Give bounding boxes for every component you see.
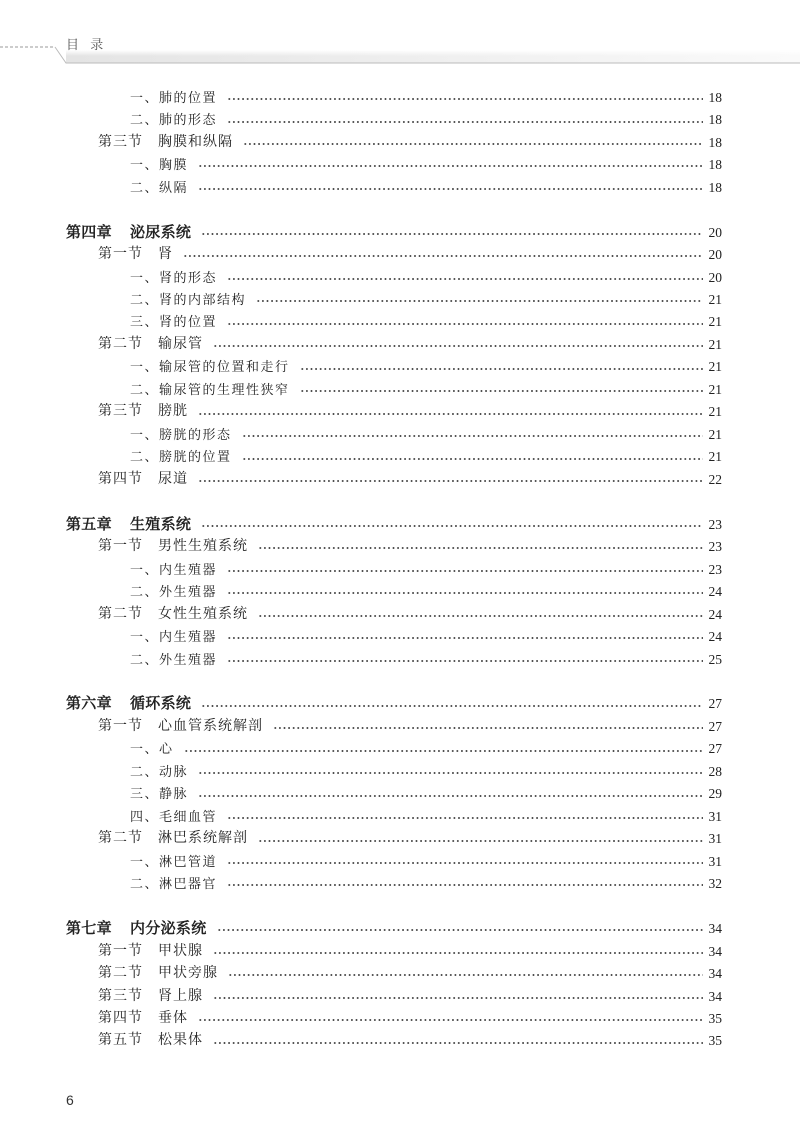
chapter-number: 第四章 xyxy=(66,224,112,241)
dot-leader xyxy=(242,434,703,438)
entry-title: 一、心 xyxy=(130,741,174,757)
dot-leader xyxy=(198,794,702,798)
entry-page-number: 18 xyxy=(708,134,722,150)
dot-leader xyxy=(227,97,702,101)
subsection-entry xyxy=(0,559,800,581)
dot-leader xyxy=(258,614,703,618)
dot-leader xyxy=(227,659,702,663)
entry-title: 输尿管 xyxy=(158,336,203,352)
entry-page-number: 23 xyxy=(708,539,722,555)
dot-leader xyxy=(198,479,703,483)
dot-leader xyxy=(227,861,702,865)
entry-title: 心血管系统解剖 xyxy=(158,718,263,734)
chapter-entry xyxy=(0,514,800,536)
section-number: 第三节 xyxy=(98,404,143,420)
entry-page-number: 28 xyxy=(708,763,722,779)
section-number: 第二节 xyxy=(98,606,143,622)
entry-page-number: 20 xyxy=(708,247,722,263)
section-number: 第五节 xyxy=(98,1033,143,1049)
chapter-entry xyxy=(0,693,800,715)
page-number: 6 xyxy=(66,1092,74,1108)
entry-page-number: 21 xyxy=(708,292,722,308)
dot-leader xyxy=(198,771,702,775)
toc-group xyxy=(0,514,800,671)
running-header-title: 目 录 xyxy=(66,37,108,52)
dot-leader xyxy=(217,928,703,932)
entry-title: 二、动脉 xyxy=(130,763,189,779)
chapter-entry xyxy=(0,918,800,940)
subsection-entry xyxy=(0,109,800,131)
entry-title: 二、输尿管的生理性狭窄 xyxy=(130,381,290,397)
section-number: 第二节 xyxy=(98,831,143,847)
subsection-entry xyxy=(0,446,800,468)
entry-page-number: 21 xyxy=(708,381,722,397)
section-number: 第二节 xyxy=(98,966,143,982)
subsection-entry xyxy=(0,761,800,783)
entry-title: 泌尿系统 xyxy=(130,224,192,241)
section-entry xyxy=(0,401,800,423)
section-entry xyxy=(0,334,800,356)
section-entry xyxy=(0,469,800,491)
subsection-entry xyxy=(0,626,800,648)
dot-leader xyxy=(201,524,702,528)
entry-title: 二、外生殖器 xyxy=(130,584,218,600)
dot-leader xyxy=(258,546,703,550)
dot-leader xyxy=(243,142,703,146)
entry-title: 一、胸膜 xyxy=(130,157,189,173)
dot-leader xyxy=(198,1018,703,1022)
toc-group xyxy=(0,918,800,1053)
entry-title: 男性生殖系统 xyxy=(158,539,248,555)
toc-group xyxy=(0,693,800,895)
entry-page-number: 27 xyxy=(708,696,722,712)
subsection-entry xyxy=(0,806,800,828)
dot-leader xyxy=(258,839,703,843)
dot-leader xyxy=(227,883,702,887)
entry-title: 淋巴系统解剖 xyxy=(158,831,248,847)
section-number: 第三节 xyxy=(98,134,143,150)
dot-leader xyxy=(213,951,703,955)
section-entry xyxy=(0,1008,800,1030)
entry-title: 二、膀胱的位置 xyxy=(130,449,232,465)
entry-page-number: 29 xyxy=(708,786,722,802)
dot-leader xyxy=(227,591,702,595)
entry-title: 生殖系统 xyxy=(130,516,192,533)
section-number: 第二节 xyxy=(98,336,143,352)
entry-page-number: 25 xyxy=(708,651,722,667)
section-entry xyxy=(0,963,800,985)
dot-leader xyxy=(227,569,702,573)
dot-leader xyxy=(213,1041,703,1045)
toc-group xyxy=(0,222,800,492)
subsection-entry xyxy=(0,424,800,446)
entry-page-number: 18 xyxy=(708,112,722,128)
toc-list xyxy=(0,87,800,1053)
dot-leader xyxy=(300,389,703,393)
dot-leader xyxy=(184,749,703,753)
entry-title: 一、内生殖器 xyxy=(130,629,218,645)
subsection-entry xyxy=(0,289,800,311)
entry-page-number: 21 xyxy=(708,404,722,420)
entry-page-number: 23 xyxy=(708,516,722,532)
dot-leader xyxy=(198,187,702,191)
dot-leader xyxy=(201,232,702,236)
entry-page-number: 31 xyxy=(708,808,722,824)
dot-leader xyxy=(183,254,703,258)
subsection-entry xyxy=(0,738,800,760)
entry-page-number: 20 xyxy=(708,269,722,285)
section-number: 第一节 xyxy=(98,539,143,555)
dot-leader xyxy=(300,367,703,371)
dot-leader xyxy=(242,457,703,461)
entry-page-number: 27 xyxy=(708,718,722,734)
entry-page-number: 24 xyxy=(708,606,722,622)
entry-title: 二、肾的内部结构 xyxy=(130,292,247,308)
entry-title: 一、淋巴管道 xyxy=(130,853,218,869)
dot-leader xyxy=(198,164,702,168)
section-entry xyxy=(0,716,800,738)
section-entry xyxy=(0,536,800,558)
entry-title: 四、毛细血管 xyxy=(130,808,218,824)
subsection-entry xyxy=(0,177,800,199)
entry-page-number: 34 xyxy=(708,988,722,1004)
entry-page-number: 23 xyxy=(708,561,722,577)
dot-leader xyxy=(227,120,702,124)
entry-title: 尿道 xyxy=(158,471,188,487)
entry-title: 二、纵隔 xyxy=(130,179,189,195)
entry-title: 女性生殖系统 xyxy=(158,606,248,622)
subsection-entry xyxy=(0,356,800,378)
entry-title: 一、肾的形态 xyxy=(130,269,218,285)
entry-page-number: 34 xyxy=(708,943,722,959)
entry-page-number: 35 xyxy=(708,1011,722,1027)
entry-title: 二、肺的形态 xyxy=(130,112,218,128)
entry-title: 三、肾的位置 xyxy=(130,314,218,330)
entry-page-number: 35 xyxy=(708,1033,722,1049)
section-number: 第四节 xyxy=(98,471,143,487)
entry-page-number: 20 xyxy=(708,224,722,240)
chapter-number: 第五章 xyxy=(66,516,112,533)
section-number: 第四节 xyxy=(98,1011,143,1027)
entry-page-number: 18 xyxy=(708,89,722,105)
subsection-entry xyxy=(0,581,800,603)
subsection-entry xyxy=(0,379,800,401)
entry-title: 垂体 xyxy=(158,1011,188,1027)
subsection-entry xyxy=(0,783,800,805)
dot-leader xyxy=(228,973,703,977)
header-decoration xyxy=(0,0,800,70)
entry-title: 二、淋巴器官 xyxy=(130,876,218,892)
dot-leader xyxy=(227,322,702,326)
dot-leader xyxy=(227,277,702,281)
entry-page-number: 32 xyxy=(708,876,722,892)
entry-page-number: 34 xyxy=(708,966,722,982)
subsection-entry xyxy=(0,267,800,289)
entry-title: 甲状旁腺 xyxy=(158,966,218,982)
subsection-entry xyxy=(0,311,800,333)
subsection-entry xyxy=(0,649,800,671)
subsection-entry xyxy=(0,154,800,176)
dot-leader xyxy=(227,816,702,820)
chapter-number: 第六章 xyxy=(66,696,112,713)
section-entry xyxy=(0,986,800,1008)
dot-leader xyxy=(201,704,702,708)
subsection-entry xyxy=(0,87,800,109)
entry-title: 肾 xyxy=(158,247,173,263)
entry-page-number: 24 xyxy=(708,629,722,645)
entry-page-number: 21 xyxy=(708,314,722,330)
entry-page-number: 31 xyxy=(708,853,722,869)
entry-page-number: 18 xyxy=(708,157,722,173)
dot-leader xyxy=(213,996,703,1000)
section-entry xyxy=(0,244,800,266)
section-entry xyxy=(0,828,800,850)
toc-group xyxy=(0,87,800,199)
section-entry xyxy=(0,604,800,626)
entry-page-number: 34 xyxy=(708,921,722,937)
entry-page-number: 31 xyxy=(708,831,722,847)
dot-leader xyxy=(227,636,702,640)
entry-page-number: 21 xyxy=(708,336,722,352)
section-entry xyxy=(0,1030,800,1052)
entry-page-number: 21 xyxy=(708,359,722,375)
entry-title: 一、内生殖器 xyxy=(130,561,218,577)
subsection-entry xyxy=(0,873,800,895)
entry-title: 内分泌系统 xyxy=(130,921,207,938)
chapter-number: 第七章 xyxy=(66,921,112,938)
dot-leader xyxy=(198,412,703,416)
entry-title: 一、膀胱的形态 xyxy=(130,426,232,442)
entry-page-number: 21 xyxy=(708,449,722,465)
entry-title: 甲状腺 xyxy=(158,943,203,959)
entry-title: 二、外生殖器 xyxy=(130,651,218,667)
entry-page-number: 27 xyxy=(708,741,722,757)
section-number: 第一节 xyxy=(98,247,143,263)
entry-title: 一、肺的位置 xyxy=(130,89,218,105)
section-number: 第三节 xyxy=(98,988,143,1004)
entry-title: 肾上腺 xyxy=(158,988,203,1004)
section-entry xyxy=(0,132,800,154)
entry-page-number: 22 xyxy=(708,471,722,487)
entry-title: 一、输尿管的位置和走行 xyxy=(130,359,290,375)
dot-leader xyxy=(213,344,703,348)
header-band-fade xyxy=(66,50,800,56)
subsection-entry xyxy=(0,851,800,873)
entry-title: 三、静脉 xyxy=(130,786,189,802)
section-entry xyxy=(0,941,800,963)
entry-title: 循环系统 xyxy=(130,696,192,713)
entry-page-number: 21 xyxy=(708,426,722,442)
entry-page-number: 24 xyxy=(708,584,722,600)
entry-title: 膀胱 xyxy=(158,404,188,420)
entry-title: 胸膜和纵隔 xyxy=(158,134,233,150)
dot-leader xyxy=(273,726,703,730)
section-number: 第一节 xyxy=(98,718,143,734)
chapter-entry xyxy=(0,222,800,244)
entry-title: 松果体 xyxy=(158,1033,203,1049)
section-number: 第一节 xyxy=(98,943,143,959)
entry-page-number: 18 xyxy=(708,179,722,195)
dot-leader xyxy=(256,299,702,303)
